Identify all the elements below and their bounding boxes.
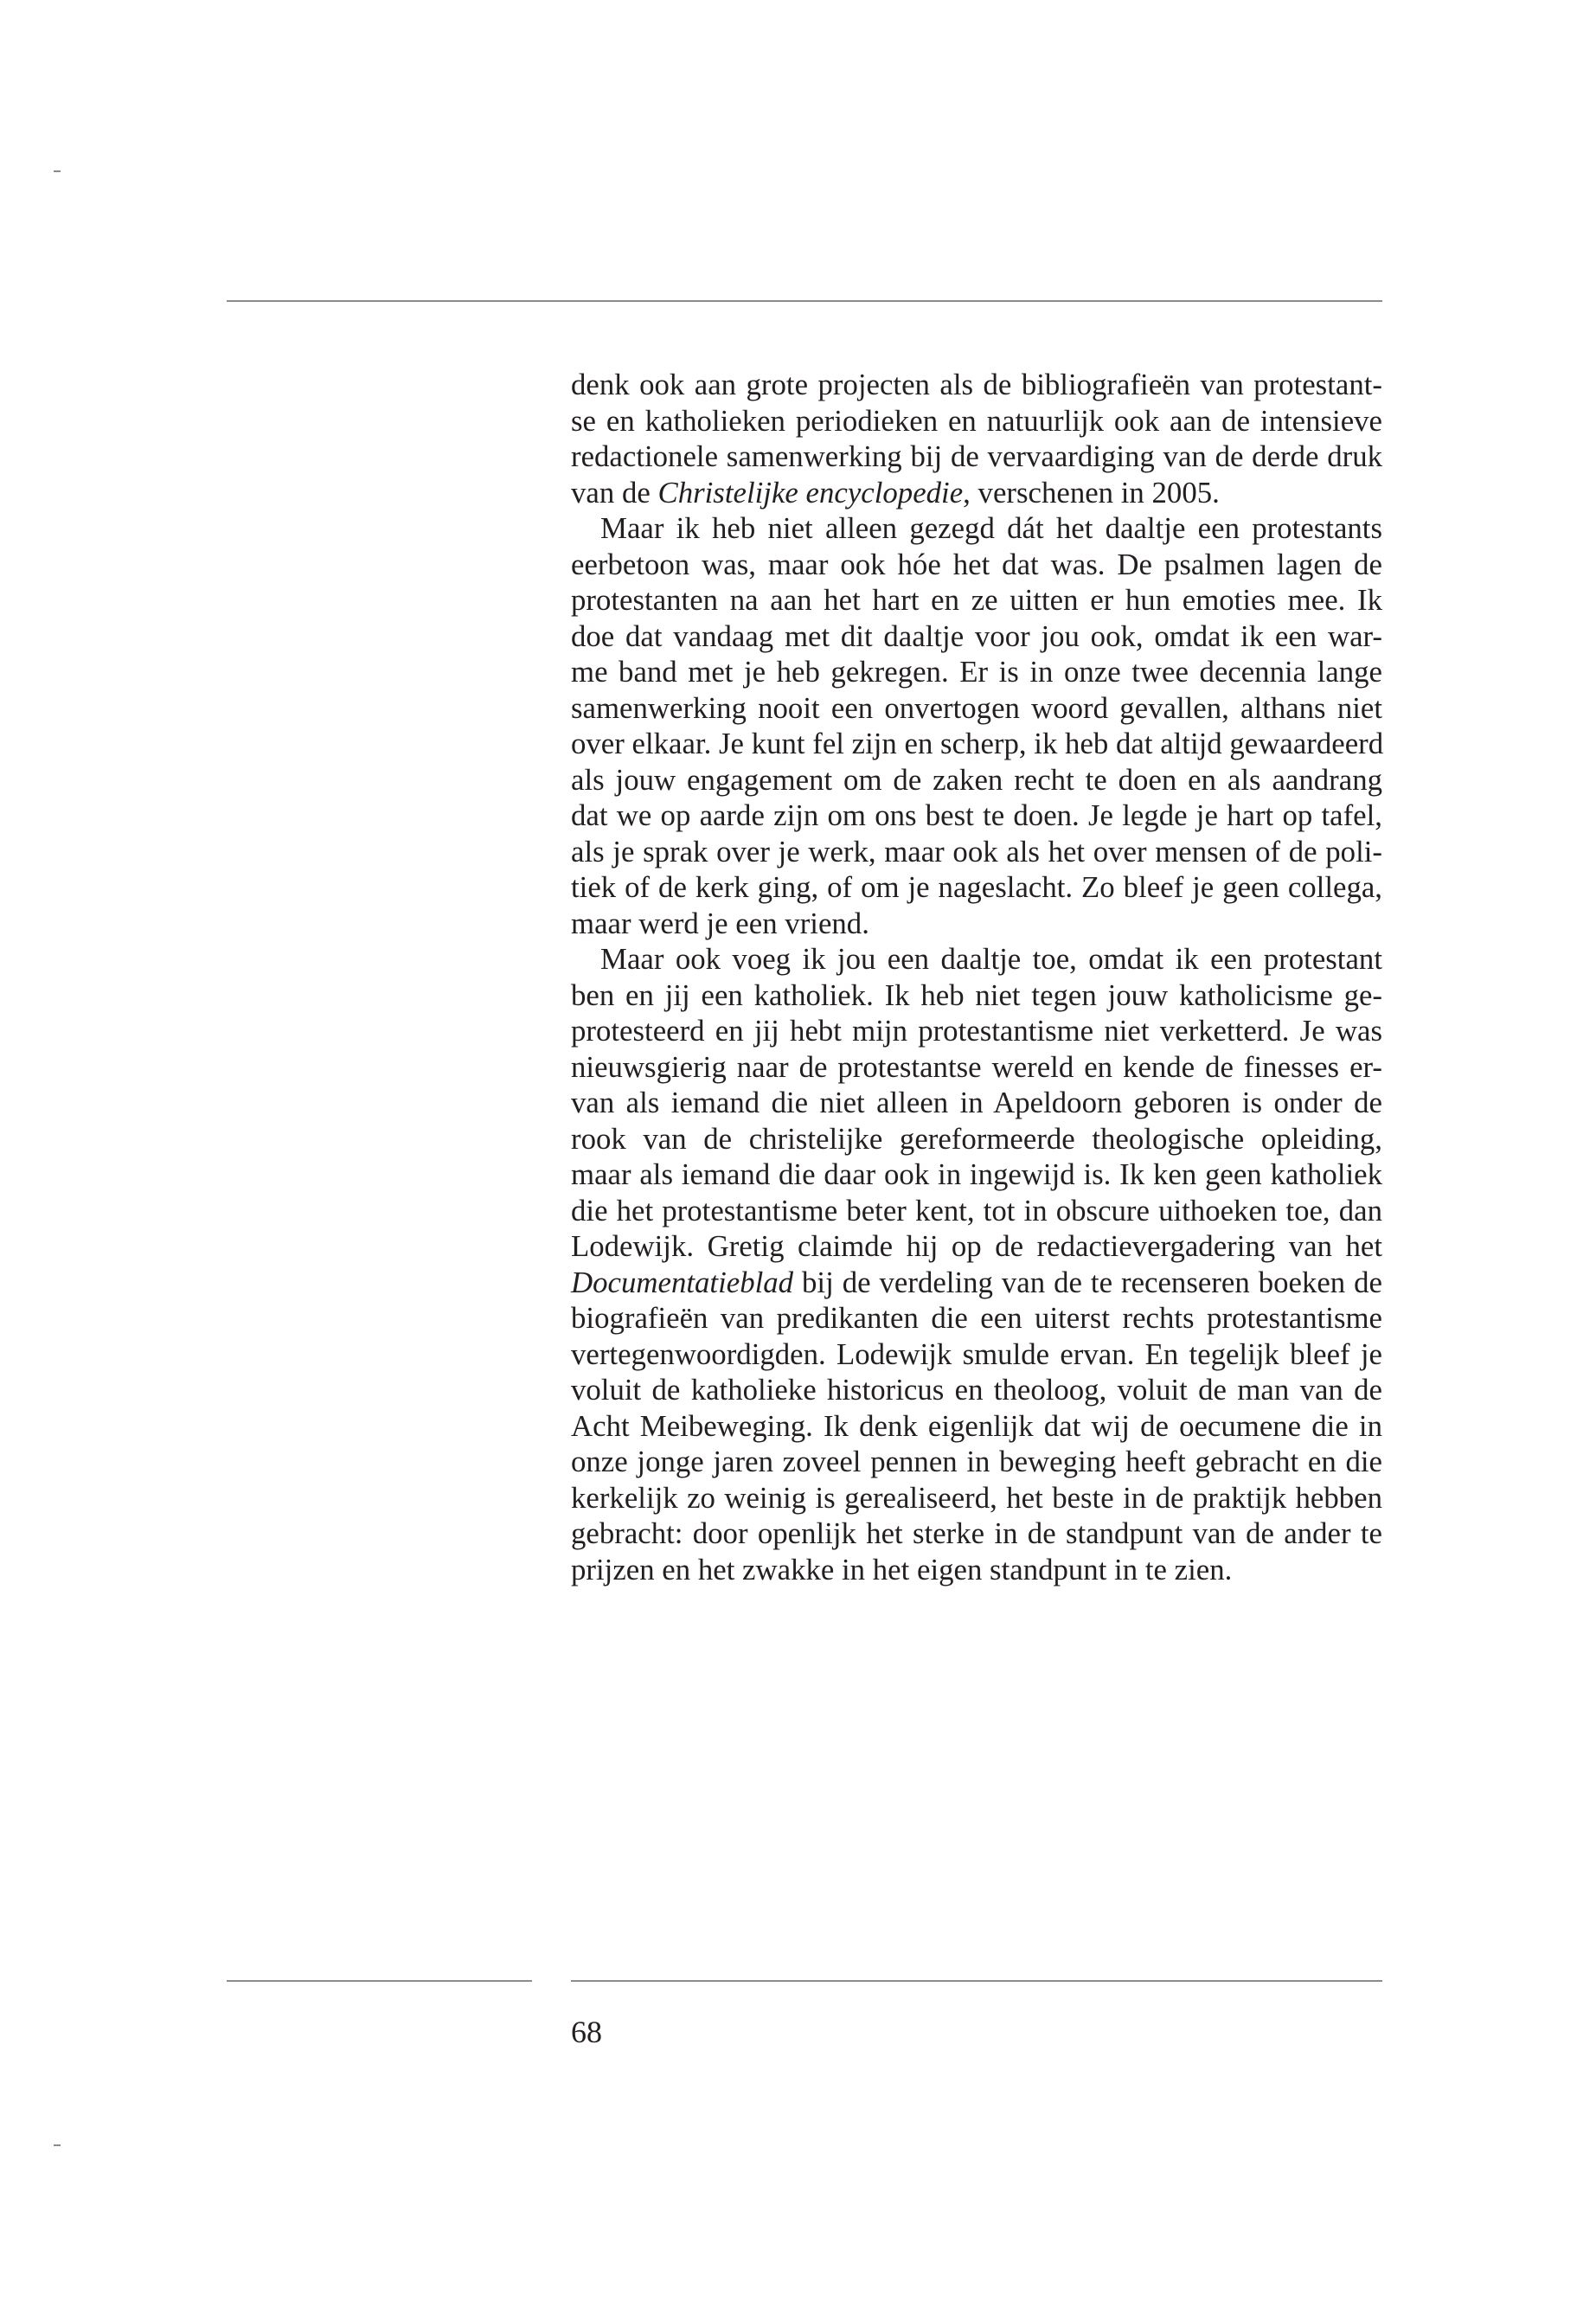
text-line: vertegenwoordigden. Lodewijk smulde ervan. En tegelijk bleef je [571,1336,1382,1371]
text-line: die het protestantisme beter kent, tot in obscure uithoeken toe, dan [571,1193,1382,1227]
crop-mark-bottom [54,2144,61,2146]
text-line: onze jonge jaren zoveel pennen in beweging heeft gebracht en die [571,1445,1382,1478]
text-line: redactionele samenwerking bij de vervaardiging van de derde druk [571,439,1382,473]
text-line: van als iemand die niet alleen in Apeldoorn geboren is onder de [571,1086,1382,1119]
text-line: ben en jij een katholiek. Ik heb niet tegen jouw katholicisme ge- [571,977,1382,1012]
crop-mark-top [54,170,61,172]
header-rule [227,300,1382,302]
text-line: protestanten na aan het hart en ze uitten er hun emoties mee. Ik [571,583,1382,617]
text-segment: bij de verdeling van de te recenseren boeken de [793,1265,1382,1299]
text-line: als jouw engagement om de zaken recht te doen en als aandrang [571,762,1382,797]
italic-title: Documentatieblad [571,1265,794,1299]
text-line: maar werd je een vriend. [571,906,869,940]
text-line: me band met je heb gekregen. Er is in onze twee decennia lange [571,655,1382,689]
footer-rule-left [227,1980,532,1982]
text-line: voluit de katholieke historicus en theoloog, voluit de man van de [571,1373,1382,1407]
text-line: gebracht: door openlijk het sterke in de standpunt van de ander te [571,1516,1382,1550]
text-line: biografieën van predikanten die een uiterst rechts protestantisme [571,1301,1382,1335]
text-line: dat we op aarde zijn om ons best te doen. Je legde je hart op tafel, [571,798,1382,832]
text-line: samenwerking nooit een onvertogen woord gevallen, althans niet [571,690,1382,725]
text-segment: , verschenen in 2005. [963,475,1220,510]
text-line: rook van de christelijke gereformeerde theologische opleiding, [571,1121,1382,1156]
paragraph [571,510,1382,941]
text-line: nieuwsgierig naar de protestantse wereld en kende de finesses er- [571,1049,1382,1084]
page-number: 68 [571,2015,602,2049]
text-line: als je sprak over je werk, maar ook als het over mensen of de poli- [571,834,1382,868]
text-segment: van de [571,475,658,510]
text-line [571,1265,1382,1301]
text-line: Acht Meibeweging. Ik denk eigenlijk dat wij de oecumene die in [571,1408,1382,1443]
text-line: Maar ook voeg ik jou een daaltje toe, omdat ik een protestant [600,942,1382,976]
text-line: maar als iemand die daar ook in ingewijd is. Ik ken geen katholiek [571,1157,1382,1191]
text-line: over elkaar. Je kunt fel zijn en scherp, ik heb dat altijd gewaardeerd [571,727,1384,760]
text-line: tiek of de kerk ging, of om je nageslacht. Zo bleef je geen collega, [571,870,1382,904]
text-line: denk ook aan grote projecten als de bibliografieën van protestant- [571,368,1382,401]
italic-title: Christelijke encyclopedie [657,475,964,510]
text-line: Maar ik heb niet alleen gezegd dát het daaltje een protestants [600,511,1382,545]
text-line: doe dat vandaag met dit daaltje voor jou ook, omdat ik een war- [571,619,1382,653]
text-line [571,475,1382,511]
text-line: se en katholieken periodieken en natuurlijk ook aan de intensieve [571,403,1382,438]
body-text [571,367,1382,1587]
footer-rule-right [571,1980,1382,1982]
text-line: kerkelijk zo weinig is gerealiseerd, het beste in de praktijk hebben [571,1480,1382,1515]
text-line: protesteerd en jij hebt mijn protestantisme niet verketterd. Je was [571,1014,1382,1048]
paragraph [571,941,1382,1587]
text-line: Lodewijk. Gretig claimde hij op de redactievergadering van het [571,1229,1382,1263]
paragraph [571,367,1382,510]
text-line: eerbetoon was, maar ook hóe het dat was. De psalmen lagen de [571,547,1382,581]
text-line: prijzen en het zwakke in het eigen standpunt in te zien. [571,1552,1233,1586]
